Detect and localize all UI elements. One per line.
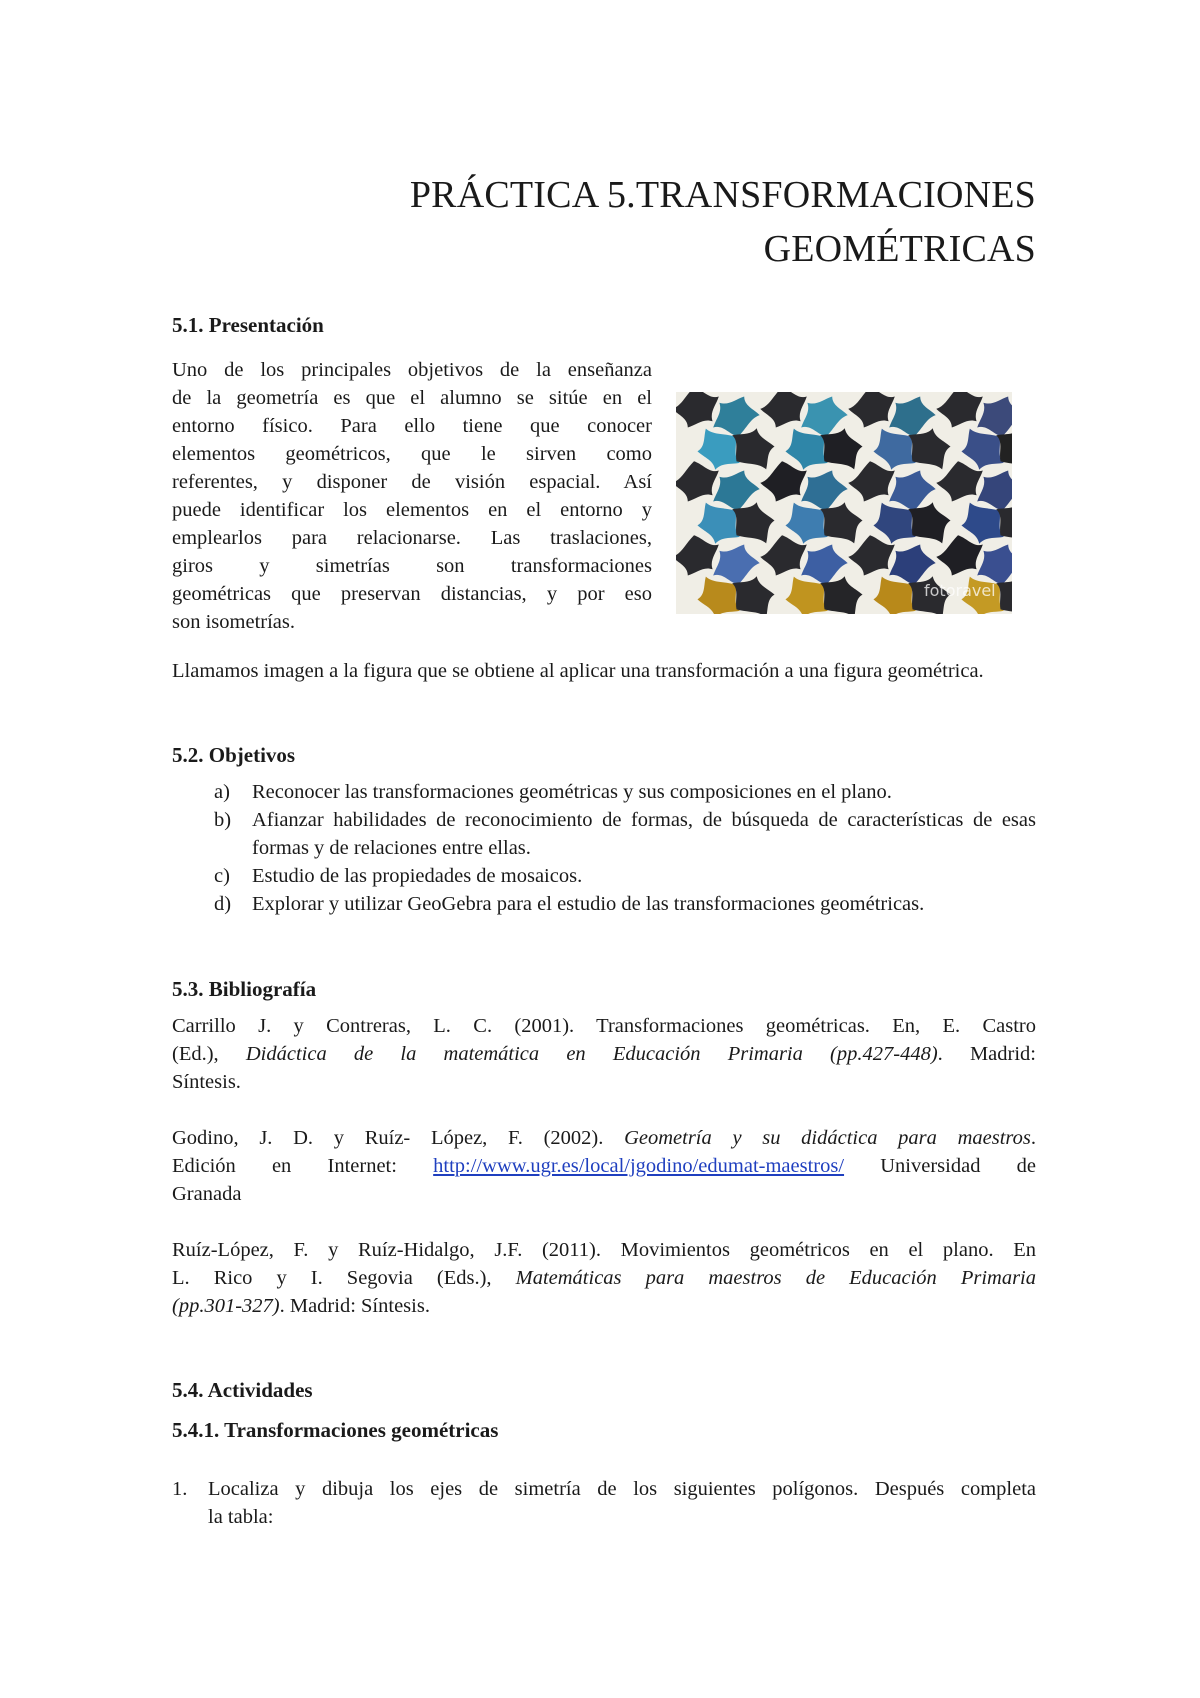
objective-marker: d) bbox=[214, 893, 232, 915]
bibliography-entry-3 bbox=[172, 1236, 1036, 1320]
ref1-line: Síntesis. bbox=[172, 1071, 241, 1093]
objective-item bbox=[172, 778, 1036, 806]
ref1-line: (Ed.), Didáctica de la matemática en Educación Primaria (pp.427-448). Madrid: bbox=[172, 1043, 1036, 1065]
activity-text-line: la tabla: bbox=[208, 1506, 274, 1528]
nasrid-bird-tessellation bbox=[676, 392, 1012, 614]
bibliography-entry-1 bbox=[172, 1012, 1036, 1096]
intro-line: puede identificar los elementos en el entorno y bbox=[172, 499, 652, 521]
ref2-line: Granada bbox=[172, 1183, 242, 1205]
intro-line: referentes, y disponer de visión espacial. Así bbox=[172, 471, 652, 493]
ref1-book-title: Didáctica de la matemática en Educación Primaria (pp.427-448) bbox=[245, 1043, 938, 1065]
intro-line: geométricas que preservan distancias, y por eso bbox=[172, 583, 652, 605]
ref3-book-title: Matemáticas para maestros de Educación Primaria bbox=[515, 1267, 1036, 1289]
intro-line: entorno físico. Para ello tiene que conocer bbox=[172, 415, 652, 437]
ref2-book-title: Geometría y su didáctica para maestros bbox=[624, 1127, 1031, 1149]
paragraph-imagen: Llamamos imagen a la figura que se obtiene al aplicar una transformación a una figura geométrica. bbox=[172, 660, 984, 682]
document-title bbox=[172, 168, 1036, 276]
mosaic-image bbox=[676, 392, 1012, 614]
intro-line: son isometrías. bbox=[172, 611, 295, 633]
ref3-line: L. Rico y I. Segovia (Eds.), Matemáticas para maestros de Educación Primaria bbox=[172, 1267, 1036, 1289]
bibliography-entry-2 bbox=[172, 1124, 1036, 1208]
intro-paragraph bbox=[172, 356, 652, 636]
ugr-link[interactable]: http://www.ugr.es/local/jgodino/edumat-maestros/ bbox=[433, 1155, 845, 1177]
section-heading-presentacion: 5.1. Presentación bbox=[172, 313, 324, 337]
section-heading-bibliografia: 5.3. Bibliografía bbox=[172, 977, 317, 1001]
ref3-line: (pp.301-327). Madrid: Síntesis. bbox=[172, 1295, 430, 1317]
objective-text: Afianzar habilidades de reconocimiento de formas, de búsqueda de características de esas formas y de relaciones entre ellas. bbox=[252, 809, 1036, 859]
title-line-1: PRÁCTICA 5.TRANSFORMACIONES bbox=[409, 174, 1036, 216]
subsection-heading-transformaciones: 5.4.1. Transformaciones geométricas bbox=[172, 1418, 499, 1442]
ref1-line: Carrillo J. y Contreras, L. C. (2001). Transformaciones geométricas. En, E. Castro bbox=[172, 1015, 1036, 1037]
intro-line: de la geometría es que el alumno se sitúe en el bbox=[172, 387, 652, 409]
intro-line: giros y simetrías son transformaciones bbox=[172, 555, 652, 577]
activity-number: 1. bbox=[172, 1478, 188, 1500]
activity-text-line: Localiza y dibuja los ejes de simetría de los siguientes polígonos. Después completa bbox=[208, 1478, 1036, 1500]
objective-marker: c) bbox=[214, 865, 230, 887]
objective-item bbox=[172, 806, 1036, 862]
ref2-line: Godino, J. D. y Ruíz- López, F. (2002). Geometría y su didáctica para maestros. bbox=[172, 1127, 1036, 1149]
objective-marker: a) bbox=[214, 781, 230, 803]
objective-text: Reconocer las transformaciones geométricas y sus composiciones en el plano. bbox=[252, 781, 892, 803]
section-heading-objetivos: 5.2. Objetivos bbox=[172, 743, 296, 767]
objective-text: Estudio de las propiedades de mosaicos. bbox=[252, 865, 583, 887]
activity-item-1 bbox=[172, 1475, 1036, 1531]
objective-text: Explorar y utilizar GeoGebra para el estudio de las transformaciones geométricas. bbox=[252, 893, 925, 915]
ref3-line: Ruíz-López, F. y Ruíz-Hidalgo, J.F. (2011). Movimientos geométricos en el plano. En bbox=[172, 1239, 1036, 1261]
image-watermark: fotoravel bbox=[924, 581, 996, 600]
intro-line: elementos geométricos, que le sirven como bbox=[172, 443, 652, 465]
ref2-line: Edición en Internet: http://www.ugr.es/local/jgodino/edumat-maestros/ Universidad de bbox=[172, 1155, 1036, 1177]
objective-marker: b) bbox=[214, 809, 232, 831]
intro-line: emplearlos para relacionarse. Las traslaciones, bbox=[172, 527, 652, 549]
section-heading-actividades: 5.4. Actividades bbox=[172, 1378, 313, 1402]
objective-item bbox=[172, 890, 1036, 918]
intro-line: Uno de los principales objetivos de la enseñanza bbox=[172, 359, 652, 381]
objectives-list bbox=[172, 778, 1036, 918]
objective-item bbox=[172, 862, 1036, 890]
title-line-2: GEOMÉTRICAS bbox=[763, 228, 1036, 270]
